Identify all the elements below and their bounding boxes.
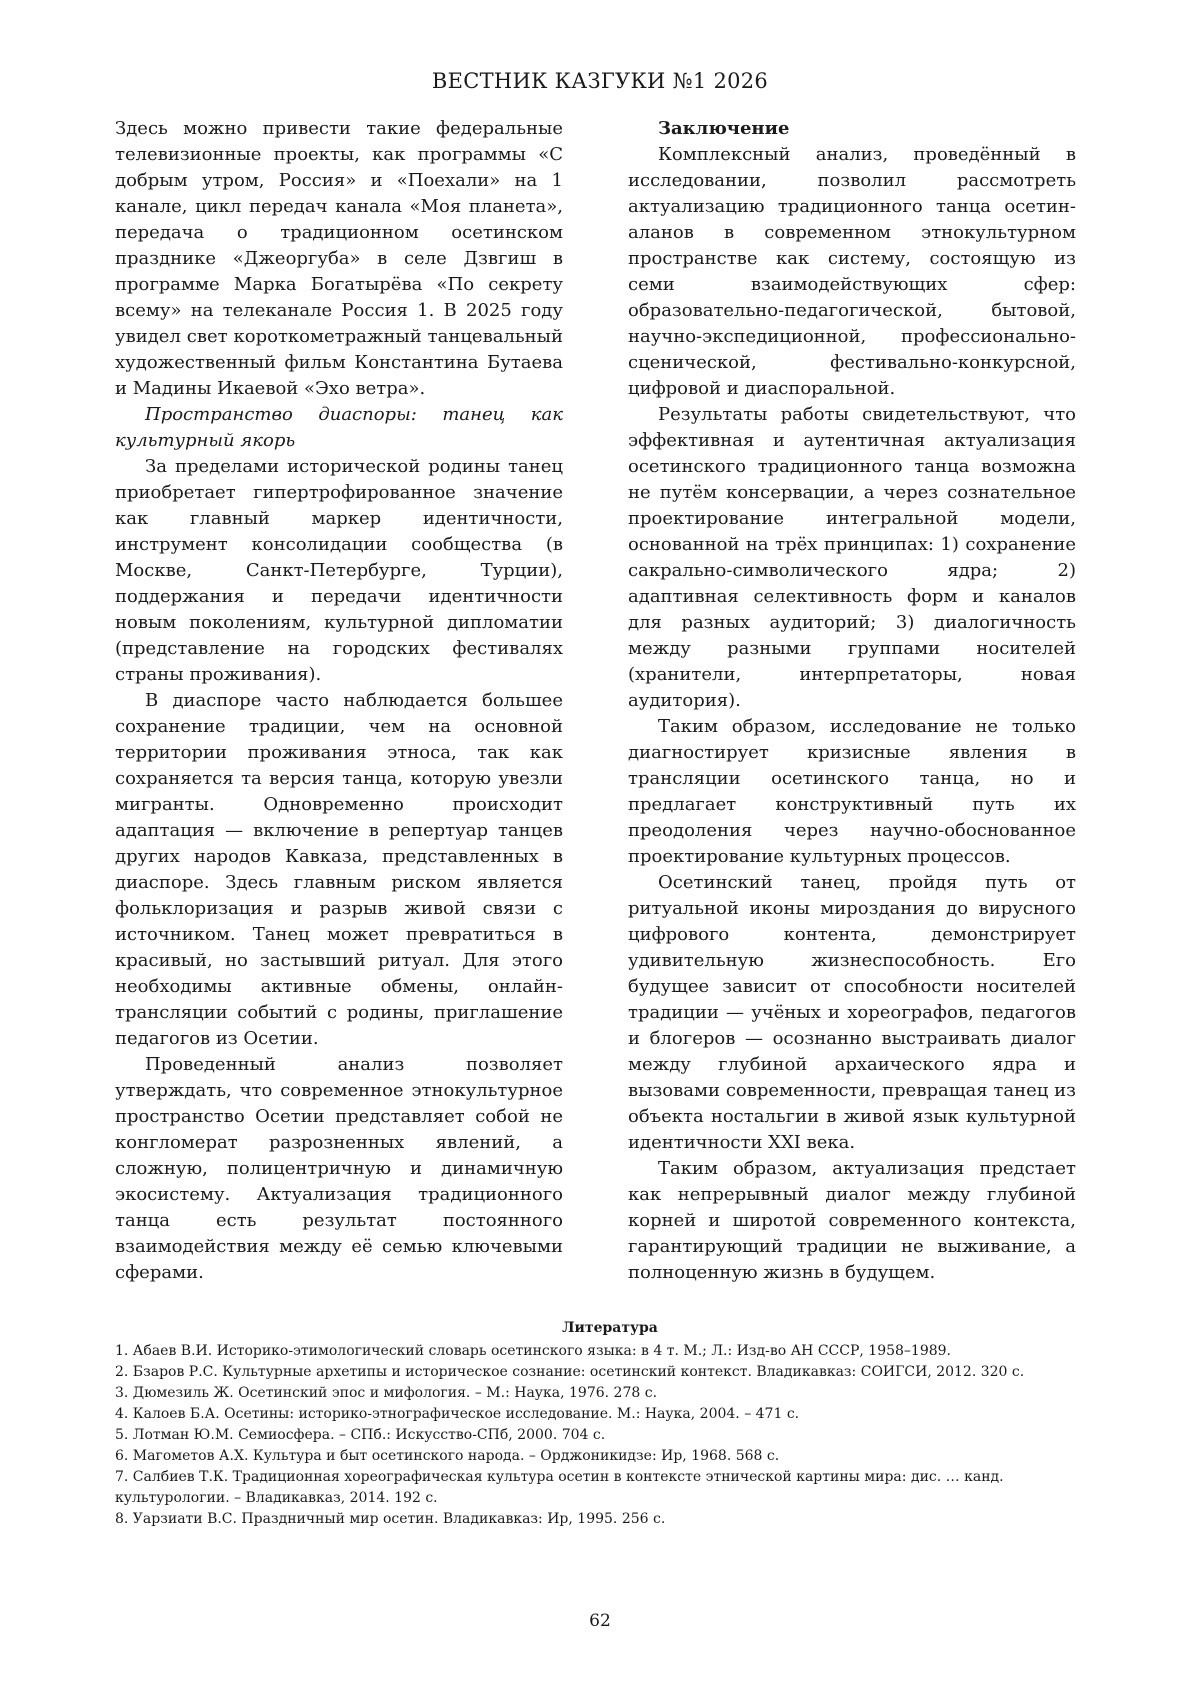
reference-item: 4. Калоев Б.А. Осетины: историко-этнографическое исследование. М.: Наука, 2004. – 471 с. bbox=[115, 1406, 800, 1422]
references-title: Литература bbox=[562, 1320, 658, 1336]
right-paragraph-1: Комплексный анализ, проведённый в исследовании, позволил рассмотреть актуализацию традиционного танца осетин-аланов в современном этнокультурном пространстве как систему, состоящую из семи взаимодействующих сфер: образовательно-педагогической, бытовой, научно-экспедиционной, профессионально-сценической, фестивально-конкурсной, цифровой и диаспоральной. bbox=[628, 144, 1076, 399]
left-paragraph-3: В диаспоре часто наблюдается большее сохранение традиции, чем на основной территории проживания этноса, так как сохраняется та версия танца, которую увезли мигранты. Одновременно происходит адаптация — включение в репертуар танцев других народов Кавказа, представленных в диаспоре. Здесь главным риском является фольклоризация и разрыв живой связи с источником. Танец может превратиться в красивый, но застывший ритуал. Для этого необходимы активные обмены, онлайн-трансляции событий с родины, приглашение педагогов из Осетии. bbox=[115, 690, 563, 1049]
reference-item: 2. Бзаров Р.С. Культурные архетипы и историческое сознание: осетинский контекст. Владикавказ: СОИГСИ, 2012. 320 с. bbox=[115, 1364, 1025, 1380]
left-paragraph-1: Здесь можно привести такие федеральные телевизионные проекты, как программы «С добрым утром, Россия» и «Поехали» на 1 канале, цикл передач канала «Моя планета», передача о традиционном осетинском празднике «Джеоргуба» в селе Дзвгиш в программе Марка Богатырёва «По секрету всему» на телеканале Россия 1. В 2025 году увидел свет короткометражный танцевальный художественный фильм Константина Бутаева и Мадины Икаевой «Эхо ветра». bbox=[115, 118, 563, 399]
references-list bbox=[115, 1341, 1105, 1530]
left-column bbox=[115, 116, 563, 1286]
reference-item: 3. Дюмезиль Ж. Осетинский эпос и мифология. – М.: Наука, 1976. 278 с. bbox=[115, 1385, 658, 1401]
left-paragraph-2: За пределами исторической родины танец приобретает гипертрофированное значение как главный маркер идентичности, инструмент консолидации сообщества (в Москве, Санкт-Петербурге, Турции), поддержания и передачи идентичности новым поколениям, культурной дипломатии (представление на городских фестивалях страны проживания). bbox=[115, 456, 563, 685]
right-column bbox=[628, 116, 1076, 1286]
reference-item: 7. Салбиев Т.К. Традиционная хореографическая культура осетин в контексте этнической картины мира: дис. … канд. культурологии. – Владикавказ, 2014. 192 с. bbox=[115, 1469, 1004, 1506]
left-paragraph-4: Проведенный анализ позволяет утверждать, что современное этнокультурное пространство Осетии представляет собой не конгломерат разрозненных явлений, а сложную, полицентричную и динамичную экосистему. Актуализация традиционного танца есть результат постоянного взаимодействия между её семью ключевыми сферами. bbox=[115, 1054, 563, 1283]
reference-item: 1. Абаев В.И. Историко-этимологический словарь осетинского языка: в 4 т. М.; Л.: Изд-во АН СССР, 1958–1989. bbox=[115, 1343, 952, 1359]
reference-item: 5. Лотман Ю.М. Семиосфера. – СПб.: Искусство-СПб, 2000. 704 с. bbox=[115, 1427, 606, 1443]
right-paragraph-5: Таким образом, актуализация предстает как непрерывный диалог между глубиной корней и широтой современного контекста, гарантирующий традиции не выживание, а полноценную жизнь в будущем. bbox=[628, 1158, 1076, 1283]
references-section bbox=[115, 1318, 1105, 1530]
page-number: 62 bbox=[589, 1611, 611, 1631]
right-paragraph-3: Таким образом, исследование не только диагностирует кризисные явления в трансляции осетинского танца, но и предлагает конструктивный путь их преодоления через научно-обоснованное проектирование культурных процессов. bbox=[628, 716, 1076, 867]
journal-header: ВЕСТНИК КАЗГУКИ №1 2026 bbox=[431, 69, 769, 93]
reference-item: 6. Магометов А.Х. Культура и быт осетинского народа. – Орджоникидзе: Ир, 1968. 568 с. bbox=[115, 1448, 780, 1464]
conclusion-heading: Заключение bbox=[658, 118, 790, 139]
reference-item: 8. Уарзиати В.С. Праздничный мир осетин. Владикавказ: Ир, 1995. 256 с. bbox=[115, 1511, 666, 1527]
right-paragraph-2: Результаты работы свидетельствуют, что эффективная и аутентичная актуализация осетинского традиционного танца возможна не путём консервации, а через сознательное проектирование интегральной модели, основанной на трёх принципах: 1) сохранение сакрально-символического ядра; 2) адаптивная селективность форм и каналов для разных аудиторий; 3) диалогичность между разными группами носителей (хранители, интерпретаторы, новая аудитория). bbox=[628, 404, 1076, 711]
right-paragraph-4: Осетинский танец, пройдя путь от ритуальной иконы мироздания до вирусного цифрового контента, демонстрирует удивительную жизнеспособность. Его будущее зависит от способности носителей традиции — учёных и хореографов, педагогов и блогеров — осознанно выстраивать диалог между глубиной архаического ядра и вызовами современности, превращая танец из объекта ностальгии в живой язык культурной идентичности XXI века. bbox=[628, 872, 1076, 1153]
section-subheading: Пространство диаспоры: танец как культурный якорь bbox=[115, 404, 563, 451]
